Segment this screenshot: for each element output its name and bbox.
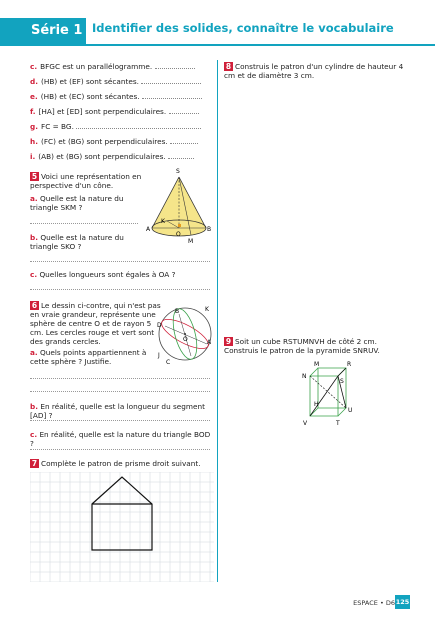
label-c: C [166, 359, 171, 366]
answer-line [30, 261, 210, 262]
question-6c [30, 430, 215, 448]
question-letter: b. [30, 233, 38, 242]
item-text: (HB) et (EC) sont sécantes. [40, 92, 140, 101]
exercise-9 [224, 337, 408, 355]
item-text: (HB) et (EF) sont sécantes. [41, 77, 139, 86]
exercise-text: Complète le patron de prisme droit suivant. [41, 459, 201, 468]
label-o: O [176, 231, 181, 238]
answer-line [30, 391, 210, 392]
answer-line [30, 223, 138, 224]
item-letter: i. [30, 152, 36, 161]
list-item [30, 107, 199, 116]
question-text: Quelle est la nature du triangle SKO ? [30, 233, 124, 252]
label-o: O [183, 336, 188, 343]
label-b: B [207, 226, 212, 233]
label-r: R [347, 361, 352, 368]
question-5a [30, 194, 148, 212]
item-text: [HA] et [ED] sont perpendiculaires. [38, 107, 167, 116]
answer-dots [76, 123, 201, 129]
cone-figure [145, 165, 215, 245]
question-text: Quelles longueurs sont égales à OA ? [39, 270, 176, 279]
label-a: A [146, 226, 151, 233]
exercise-text: Construis le patron d'un cylindre de hauteur 4 cm et de diamètre 3 cm. [224, 62, 404, 81]
label-v: V [303, 420, 308, 427]
item-letter: e. [30, 92, 38, 101]
series-tab [0, 18, 86, 44]
exercise-text: Soit un cube RSTUMNVH de côté 2 cm. Construis le patron de la pyramide SNRUV. [224, 337, 380, 356]
question-letter: a. [30, 348, 38, 357]
answer-dots [141, 78, 201, 84]
exercise-number: 8 [225, 62, 232, 71]
label-d: D [157, 322, 162, 329]
answer-dots [169, 108, 199, 114]
question-letter: a. [30, 194, 38, 203]
question-text: Quels points appartiennent à cette sphère ? Justifie. [30, 348, 147, 367]
item-letter: d. [30, 77, 38, 86]
item-letter: g. [30, 122, 38, 131]
exercise-number: 5 [31, 172, 38, 181]
label-h: H [314, 401, 319, 408]
label-m: M [314, 361, 320, 368]
item-text: (FC) et (BG) sont perpendiculaires. [40, 137, 168, 146]
page-header [0, 0, 435, 44]
question-5c [30, 270, 215, 279]
footer-section: ESPACE • D6 [353, 599, 395, 607]
item-text: FC = BG. [41, 122, 74, 131]
exercise-7 [30, 459, 215, 468]
list-item [30, 137, 198, 146]
list-item [30, 152, 194, 161]
column-divider [217, 60, 218, 582]
answer-dots [142, 93, 202, 99]
item-letter: c. [30, 62, 38, 71]
question-text: En réalité, quelle est la longueur du segment [AD] ? [30, 402, 206, 421]
answer-line [30, 420, 210, 421]
label-u: U [348, 407, 353, 414]
label-k: K [205, 306, 209, 313]
label-n: N [302, 373, 307, 380]
question-text: En réalité, quelle est la nature du triangle BOD ? [30, 430, 211, 449]
list-item [30, 92, 202, 101]
label-a: A [207, 339, 212, 346]
list-item [30, 62, 195, 71]
answer-line [30, 378, 210, 379]
item-letter: f. [30, 107, 36, 116]
page-number: 125 [395, 595, 410, 609]
sphere-figure [153, 300, 217, 368]
exercise-number: 6 [31, 301, 38, 310]
header-rule [0, 44, 435, 46]
question-text: Quelle est la nature du triangle SKM ? [30, 194, 124, 213]
answer-line [30, 449, 210, 450]
exercise-number: 9 [225, 337, 232, 346]
list-item [30, 122, 201, 131]
question-letter: c. [30, 270, 38, 279]
prism-grid [30, 472, 214, 582]
exercise-8 [224, 62, 408, 80]
label-j: J [158, 352, 160, 359]
label-t: T [336, 420, 340, 427]
item-text: BFGC est un parallélogramme. [40, 62, 153, 71]
answer-line [30, 289, 210, 290]
label-b: B [175, 308, 180, 315]
question-5b [30, 233, 140, 251]
question-6b [30, 402, 215, 420]
question-6a [30, 348, 148, 366]
exercise-number: 7 [31, 459, 38, 468]
exercise-5 [30, 172, 148, 190]
series-label: Série 1 [31, 23, 83, 38]
cube-figure [300, 360, 360, 430]
exercise-6 [30, 301, 165, 347]
question-letter: b. [30, 402, 38, 411]
item-text: (AB) et (BG) sont perpendiculaires. [38, 152, 166, 161]
answer-dots [170, 138, 198, 144]
question-letter: c. [30, 430, 38, 439]
label-k: K [161, 218, 165, 225]
label-s: S [340, 378, 344, 385]
answer-dots [155, 63, 195, 69]
exercise-intro: Le dessin ci-contre, qui n'est pas en vraie grandeur, représente une sphère de centre O et de rayon 5 cm. Les cercles rouge et vert sont des grands cercles. [30, 301, 161, 347]
label-m: M [188, 238, 194, 245]
page-title: Identifier des solides, connaître le vocabulaire [92, 21, 394, 35]
exercise-intro: Voici une représentation en perspective d'un cône. [30, 172, 142, 191]
item-letter: h. [30, 137, 38, 146]
label-s: S [176, 168, 180, 175]
list-item [30, 77, 201, 86]
answer-dots [168, 153, 194, 159]
